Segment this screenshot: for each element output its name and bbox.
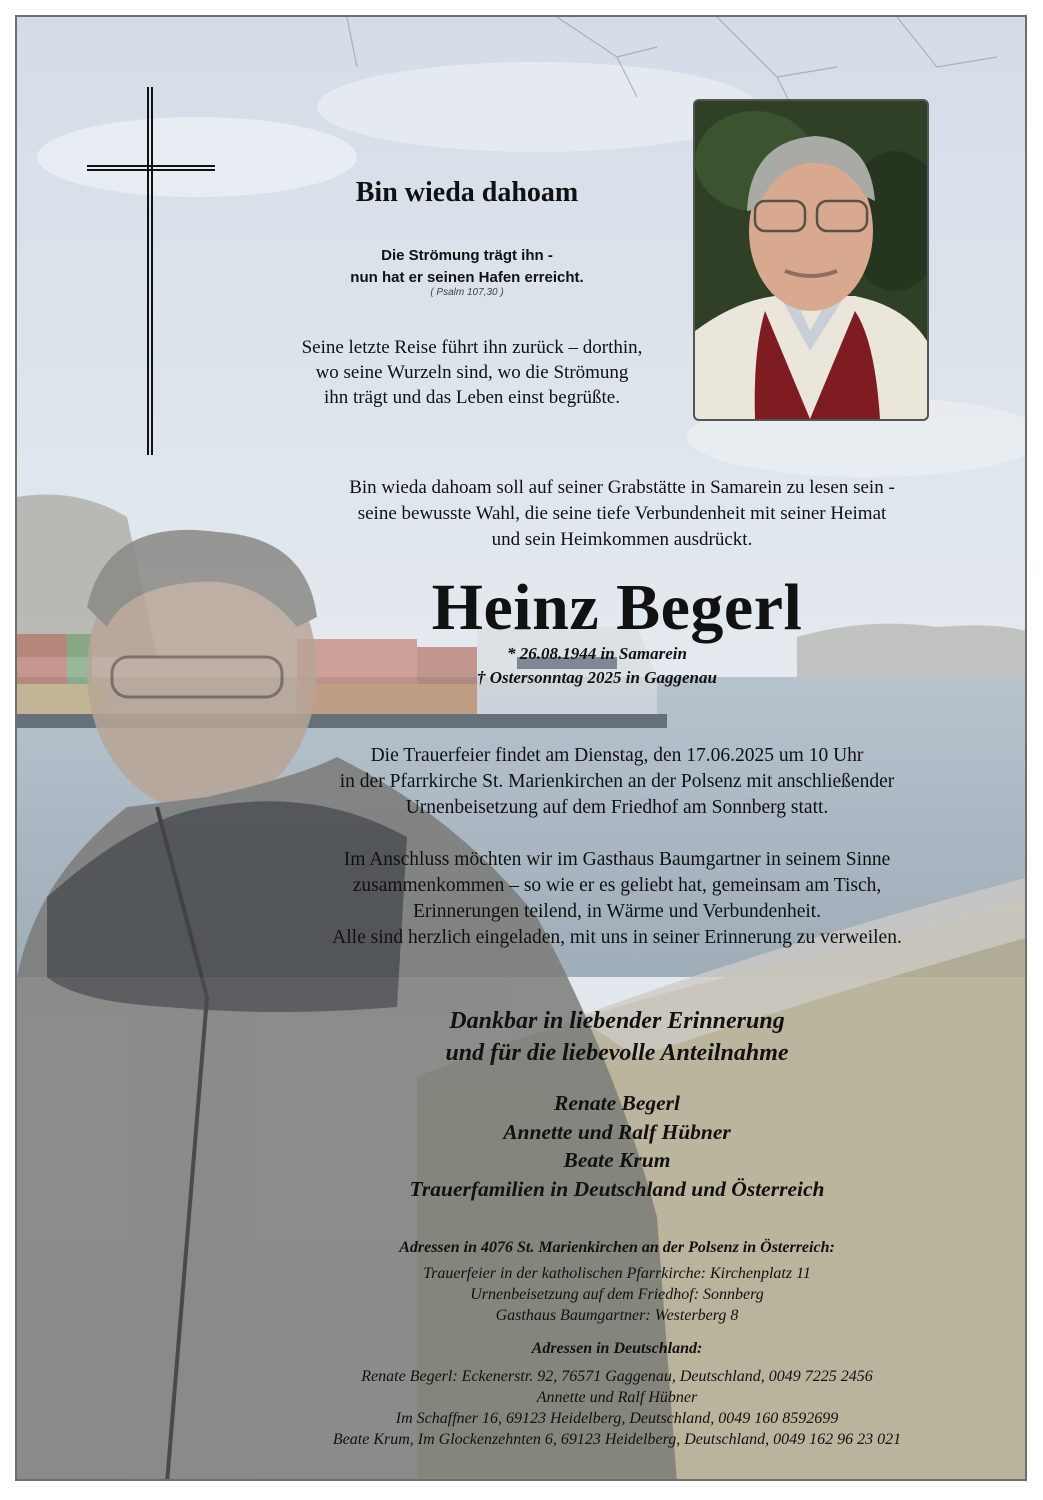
intro-line: Bin wieda dahoam soll auf seiner Grabstätte in Samarein zu lesen sein - xyxy=(349,477,895,498)
intro-text xyxy=(272,475,972,553)
gathering-line: zusammenkommen – so wie er es geliebt hat, gemeinsam am Tisch, xyxy=(352,875,882,896)
verse-line: ihn trägt und das Leben einst begrüßte. xyxy=(323,387,620,408)
thanks-text xyxy=(357,1005,877,1069)
gathering-text xyxy=(237,847,997,951)
motto-heading: Bin wieda dahoam xyxy=(355,177,579,208)
psalm-source: ( Psalm 107,30 ) xyxy=(430,287,504,298)
address-line: Annette und Ralf Hübner xyxy=(536,1389,698,1406)
family-names xyxy=(317,1089,917,1203)
address-line: Trauerfeier in der katholischen Pfarrkirche: Kirchenplatz 11 xyxy=(423,1265,811,1282)
addresses-germany xyxy=(237,1366,997,1450)
address-line: Im Schaffner 16, 69123 Heidelberg, Deutschland, 0049 160 8592699 xyxy=(395,1410,839,1427)
gathering-line: Erinnerungen teilend, in Wärme und Verbundenheit. xyxy=(412,901,822,922)
addresses-austria xyxy=(277,1263,957,1326)
quote-line: nun hat er seinen Hafen erreicht. xyxy=(350,269,584,286)
verse-line: wo seine Wurzeln sind, wo die Strömung xyxy=(315,362,629,383)
gathering-line: Alle sind herzlich eingeladen, mit uns in seiner Erinnerung zu verweilen. xyxy=(332,927,902,948)
address-line: Beate Krum, Im Glockenzehnten 6, 69123 Heidelberg, Deutschland, 0049 162 96 23 021 xyxy=(332,1431,902,1448)
obituary-frame xyxy=(15,15,1027,1481)
verse-line: Seine letzte Reise führt ihn zurück – dorthin, xyxy=(301,337,643,358)
psalm-quote xyxy=(267,245,667,289)
deceased-name: Heinz Begerl xyxy=(431,571,803,644)
addresses-germany-heading: Adressen in Deutschland: xyxy=(531,1340,703,1357)
address-line: Renate Begerl: Eckenerstr. 92, 76571 Gaggenau, Deutschland, 0049 7225 2456 xyxy=(361,1368,873,1385)
addresses-austria-heading: Adressen in 4076 St. Marienkirchen an der Polsenz in Österreich: xyxy=(399,1239,835,1256)
death-date: † Ostersonntag 2025 in Gaggenau xyxy=(477,668,717,687)
intro-line: und sein Heimkommen ausdrückt. xyxy=(491,529,753,550)
verse-text xyxy=(242,335,702,410)
family-line: Beate Krum xyxy=(563,1148,671,1172)
cross-horizontal-icon xyxy=(87,165,215,171)
gathering-line: Im Anschluss möchten wir im Gasthaus Baumgartner in seinem Sinne xyxy=(343,849,891,870)
thanks-line: und für die liebevolle Anteilnahme xyxy=(445,1040,789,1066)
ceremony-text xyxy=(237,743,997,821)
family-line: Renate Begerl xyxy=(554,1091,680,1115)
intro-line: seine bewusste Wahl, die seine tiefe Verbundenheit mit seiner Heimat xyxy=(357,503,887,524)
birth-date: * 26.08.1944 in Samarein xyxy=(507,644,687,663)
family-line: Trauerfamilien in Deutschland und Österreich xyxy=(409,1176,825,1201)
portrait-photo xyxy=(693,99,929,421)
life-dates xyxy=(437,642,767,690)
address-line: Urnenbeisetzung auf dem Friedhof: Sonnberg xyxy=(470,1286,764,1303)
ceremony-line: Die Trauerfeier findet am Dienstag, den 17.06.2025 um 10 Uhr xyxy=(370,745,864,766)
address-line: Gasthaus Baumgartner: Westerberg 8 xyxy=(495,1307,739,1324)
thanks-line: Dankbar in liebender Erinnerung xyxy=(449,1008,785,1034)
cross-vertical-icon xyxy=(147,87,153,455)
ceremony-line: Urnenbeisetzung auf dem Friedhof am Sonnberg statt. xyxy=(405,797,829,818)
quote-line: Die Strömung trägt ihn - xyxy=(381,247,553,264)
ceremony-line: in der Pfarrkirche St. Marienkirchen an der Polsenz mit anschließender xyxy=(339,771,895,792)
family-line: Annette und Ralf Hübner xyxy=(503,1119,731,1144)
